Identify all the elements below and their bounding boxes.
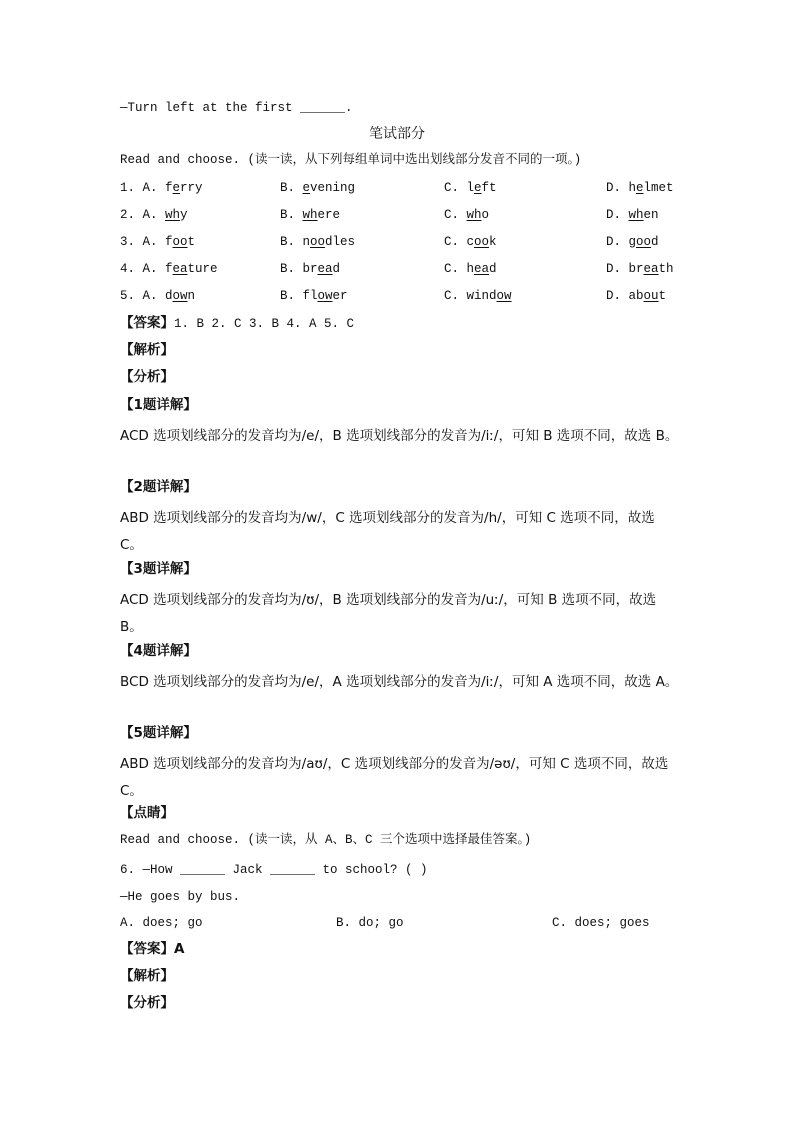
option-text: D. ab: [606, 289, 644, 303]
option-cell: [120, 262, 218, 276]
option-text: D.: [606, 208, 629, 222]
option-text: d: [332, 262, 341, 276]
underlined-letters: ow: [172, 289, 188, 303]
detail-heading: 【5题详解】: [120, 725, 197, 741]
underlined-letters: ea: [474, 262, 490, 276]
option-text: C. l: [444, 181, 475, 195]
option-text: 4. A. f: [120, 262, 173, 276]
underlined-letters: wh: [466, 208, 482, 222]
question-row: [120, 235, 680, 253]
option-text: B. br: [280, 262, 318, 276]
section-title: 笔试部分: [369, 126, 425, 142]
dianjing-heading: 【点睛】: [120, 805, 174, 821]
detail-body: ACD 选项划线部分的发音均为/e/，B 选项划线部分的发音为/iː/，可知 B 选项不同，故选 B。: [120, 428, 679, 444]
option-b: B. do; go: [336, 916, 404, 930]
option-cell: [280, 262, 340, 276]
option-cell: [280, 208, 340, 222]
underlined-letters: wh: [302, 208, 318, 222]
instruction-2: Read and choose. (读一读，从 A、B、C 三个选项中选择最佳答案。): [120, 833, 532, 847]
detail-heading: 【1题详解】: [120, 397, 197, 413]
option-text: B. n: [280, 235, 311, 249]
jiexi-heading-2: 【解析】: [120, 968, 174, 984]
option-text: B.: [280, 208, 303, 222]
fenxi-heading: 【分析】: [120, 369, 174, 385]
option-c: C. does; goes: [552, 916, 650, 930]
underlined-letters: ow: [496, 289, 512, 303]
option-text: D. br: [606, 262, 644, 276]
option-text: ere: [317, 208, 341, 222]
option-cell: [280, 289, 348, 303]
option-text: 5. A. d: [120, 289, 173, 303]
option-text: C. h: [444, 262, 475, 276]
option-cell: [120, 208, 188, 222]
option-text: en: [643, 208, 659, 222]
option-text: dles: [325, 235, 356, 249]
option-text: k: [489, 235, 497, 249]
option-cell: [606, 235, 659, 249]
option-text: 3. A. f: [120, 235, 173, 249]
option-cell: [280, 235, 355, 249]
underlined-letters: e: [636, 181, 644, 195]
detail-heading: 【2题详解】: [120, 479, 197, 495]
option-cell: [444, 181, 497, 195]
underlined-letters: oo: [474, 235, 490, 249]
option-cell: [606, 208, 659, 222]
question-row: [120, 289, 680, 307]
underlined-letters: wh: [628, 208, 644, 222]
answer-label: 【答案】: [120, 315, 174, 331]
option-text: d: [489, 262, 497, 276]
detail-heading: 【4题详解】: [120, 643, 197, 659]
option-text: 1. A. f: [120, 181, 173, 195]
underlined-letters: e: [474, 181, 482, 195]
option-a: A. does; go: [120, 916, 203, 930]
option-text: ture: [187, 262, 218, 276]
option-cell: [606, 262, 674, 276]
answer-2: 【答案】A: [120, 941, 185, 957]
underlined-letters: ea: [317, 262, 333, 276]
option-text: t: [658, 289, 667, 303]
detail-body: ACD 选项划线部分的发音均为/ʊ/，B 选项划线部分的发音为/uː/，可知 B 选项不同，故选 B。: [120, 592, 657, 635]
underlined-letters: oo: [636, 235, 652, 249]
option-text: o: [481, 208, 490, 222]
underlined-letters: ow: [317, 289, 333, 303]
option-text: vening: [310, 181, 356, 195]
question-6-options: [120, 916, 680, 934]
option-text: y: [180, 208, 188, 222]
option-text: D. g: [606, 235, 637, 249]
detail-body: ABD 选项划线部分的发音均为/aʊ/，C 选项划线部分的发音为/əʊ/，可知 C 选项不同，故选 C。: [120, 756, 669, 799]
instruction-1: Read and choose. (读一读，从下列每组单词中选出划线部分发音不同的一项。): [120, 153, 582, 167]
option-cell: [120, 181, 203, 195]
underlined-letters: wh: [165, 208, 181, 222]
option-text: lmet: [643, 181, 674, 195]
answer-text: 1. B 2. C 3. B 4. A 5. C: [174, 317, 355, 331]
question-row: [120, 262, 680, 280]
detail-body: BCD 选项划线部分的发音均为/e/，A 选项划线部分的发音为/iː/，可知 A 选项不同，故选 A。: [120, 674, 679, 690]
option-text: t: [187, 235, 196, 249]
question-6-stem: 6. —How ______ Jack ______ to school? ( ): [120, 863, 428, 877]
underlined-letters: ea: [172, 262, 188, 276]
option-text: th: [658, 262, 674, 276]
option-cell: [444, 235, 497, 249]
detail-body: ABD 选项划线部分的发音均为/w/，C 选项划线部分的发音为/h/，可知 C 选项不同，故选 C。: [120, 510, 655, 553]
option-text: B. fl: [280, 289, 318, 303]
option-cell: [444, 208, 489, 222]
underlined-letters: oo: [310, 235, 326, 249]
option-text: er: [332, 289, 348, 303]
option-cell: [444, 262, 497, 276]
question-row: [120, 181, 680, 199]
option-cell: [606, 181, 674, 195]
option-text: C.: [444, 208, 467, 222]
underlined-letters: ea: [643, 262, 659, 276]
underlined-letters: oo: [172, 235, 188, 249]
underlined-letters: e: [172, 181, 181, 195]
option-text: rry: [180, 181, 203, 195]
fenxi-heading-2: 【分析】: [120, 995, 174, 1011]
option-text: n: [187, 289, 196, 303]
option-text: C. wind: [444, 289, 497, 303]
option-cell: [120, 235, 195, 249]
option-text: D. h: [606, 181, 637, 195]
option-cell: [120, 289, 195, 303]
answer-line: [120, 314, 354, 333]
question-row: [120, 208, 680, 226]
detail-heading: 【3题详解】: [120, 561, 197, 577]
underlined-letters: ou: [643, 289, 659, 303]
jiexi-heading: 【解析】: [120, 342, 174, 358]
option-text: C. c: [444, 235, 475, 249]
option-cell: [280, 181, 355, 195]
option-cell: [606, 289, 666, 303]
question-6-reply: —He goes by bus.: [120, 890, 241, 904]
intro-line: —Turn left at the first ______.: [120, 101, 353, 115]
option-text: ft: [481, 181, 497, 195]
option-text: B.: [280, 181, 303, 195]
option-cell: [444, 289, 512, 303]
underlined-letters: e: [302, 181, 311, 195]
option-text: d: [651, 235, 659, 249]
option-text: 2. A.: [120, 208, 166, 222]
